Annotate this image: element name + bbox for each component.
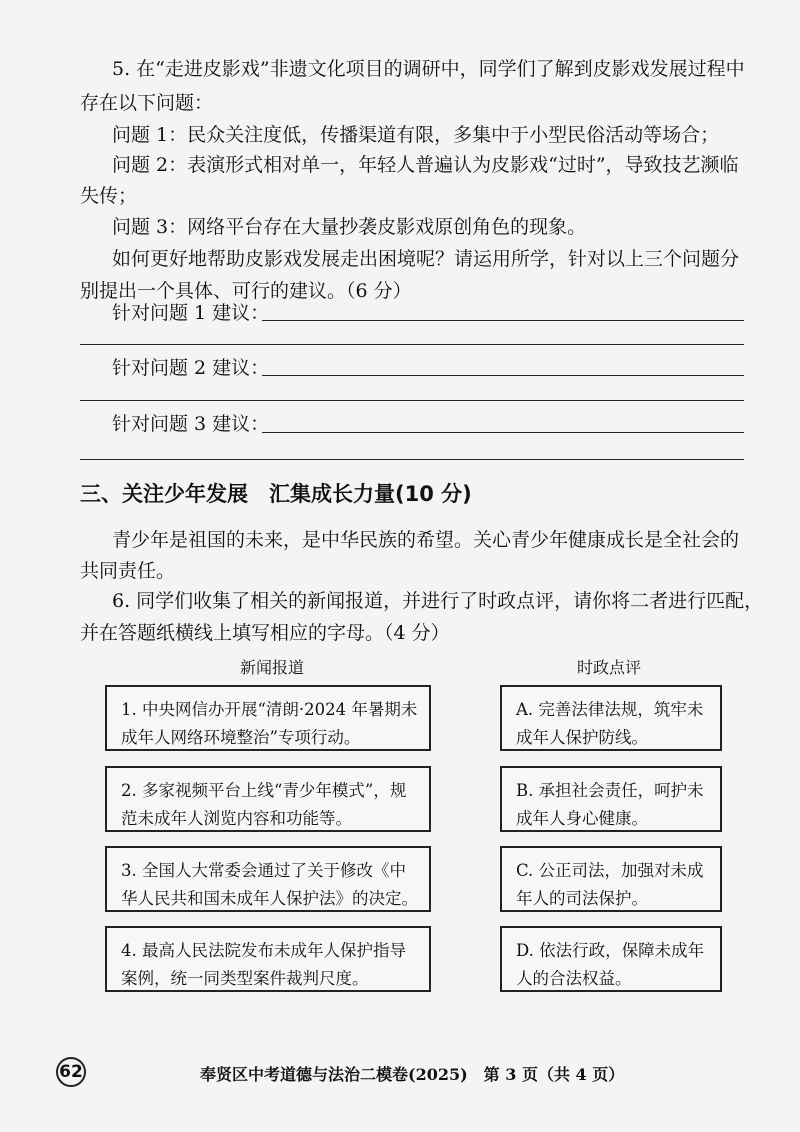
page-number-badge: 62 [56, 1057, 86, 1087]
news-column-title: 新闻报道 [240, 658, 305, 677]
section3-heading: 三、关注少年发展 汇集成长力量(10 分) [80, 482, 472, 506]
news-item-2: 2. 多家视频平台上线“青少年模式”，规范未成年人浏览内容和功能等。 [105, 766, 431, 832]
answer2-blank[interactable] [262, 375, 744, 376]
q5-problem2-line1: 问题 2：表演形式相对单一，年轻人普遍认为皮影戏“过时”，导致技艺濒临 [112, 154, 739, 176]
comment-item-a: A. 完善法律法规，筑牢未成年人保护防线。 [500, 685, 722, 751]
section3-intro-line1: 青少年是祖国的未来，是中华民族的希望。关心青少年健康成长是全社会的 [112, 529, 740, 551]
q5-ask-line2: 别提出一个具体、可行的建议。（6 分） [80, 280, 412, 302]
q6-line1: 6. 同学们收集了相关的新闻报道，并进行了时政点评，请你将二者进行匹配， [112, 590, 764, 612]
news-item-1: 1. 中央网信办开展“清朗·2024 年暑期未成年人网络环境整治”专项行动。 [105, 685, 431, 751]
comment-item-c: C. 公正司法，加强对未成年人的司法保护。 [500, 846, 722, 912]
comment-item-b: B. 承担社会责任，呵护未成年人身心健康。 [500, 766, 722, 832]
q6-line2: 并在答题纸横线上填写相应的字母。（4 分） [80, 622, 450, 644]
answer2-blank-2[interactable] [80, 400, 744, 401]
answer1-blank-2[interactable] [80, 344, 744, 345]
q5-intro-line1: 5. 在“走进皮影戏”非遗文化项目的调研中，同学们了解到皮影戏发展过程中 [112, 58, 745, 80]
news-item-3: 3. 全国人大常委会通过了关于修改《中华人民共和国未成年人保护法》的决定。 [105, 846, 431, 912]
answer3-blank[interactable] [262, 432, 744, 433]
comment-column-title: 时政点评 [577, 658, 642, 677]
q5-intro-line2: 存在以下问题： [80, 92, 214, 114]
section3-intro-line2: 共同责任。 [80, 560, 176, 582]
answer3-blank-2[interactable] [80, 459, 744, 460]
answer2-label: 针对问题 2 建议： [112, 357, 270, 379]
answer3-label: 针对问题 3 建议： [112, 413, 270, 435]
q5-problem1: 问题 1：民众关注度低，传播渠道有限，多集中于小型民俗活动等场合； [112, 124, 720, 146]
answer1-blank[interactable] [262, 320, 744, 321]
answer1-label: 针对问题 1 建议： [112, 302, 270, 324]
q5-problem2-line2: 失传； [80, 185, 138, 207]
q5-problem3: 问题 3：网络平台存在大量抄袭皮影戏原创角色的现象。 [112, 216, 587, 238]
comment-item-d: D. 依法行政，保障未成年人的合法权益。 [500, 926, 722, 992]
footer-text: 奉贤区中考道德与法治二模卷(2025) 第 3 页（共 4 页） [200, 1065, 625, 1084]
news-item-4: 4. 最高人民法院发布未成年人保护指导案例，统一同类型案件裁判尺度。 [105, 926, 431, 992]
q5-ask-line1: 如何更好地帮助皮影戏发展走出困境呢？请运用所学，针对以上三个问题分 [112, 248, 740, 270]
